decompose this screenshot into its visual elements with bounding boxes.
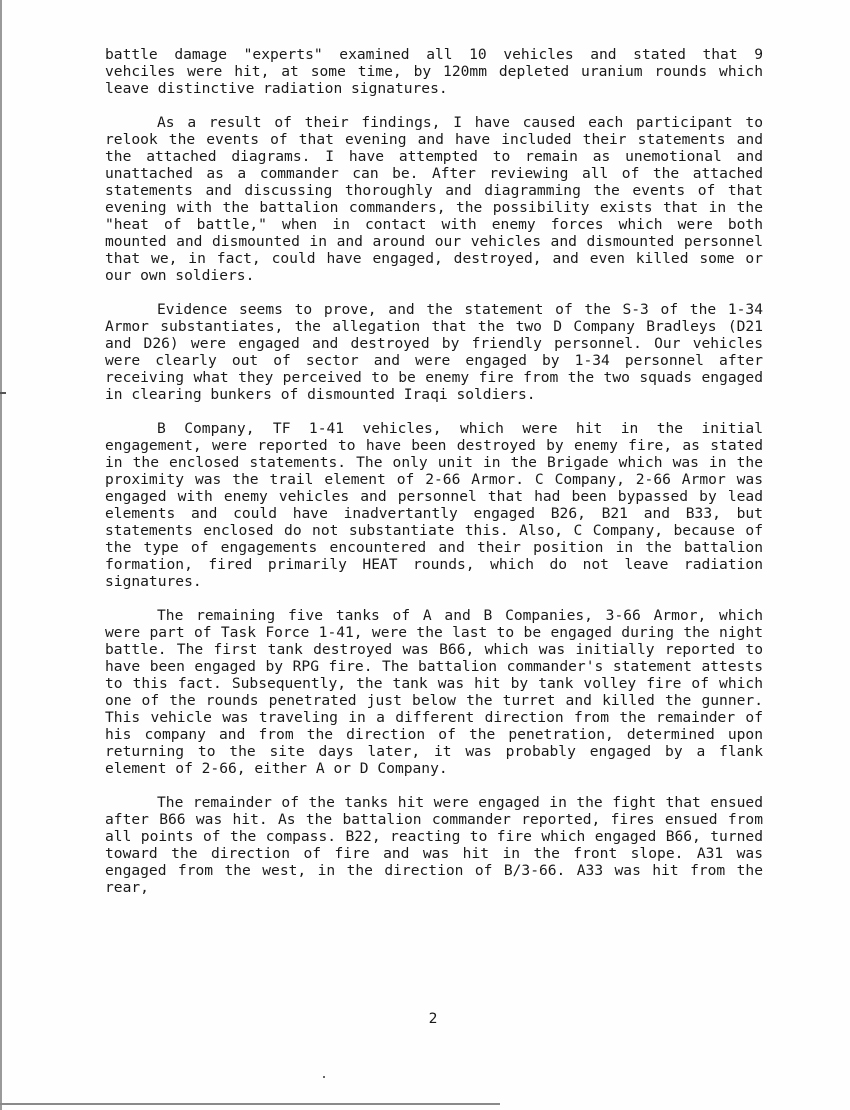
scan-left-border: [0, 0, 2, 1110]
scan-speck: [323, 1076, 325, 1078]
scan-margin-mark: [0, 392, 6, 394]
page-number: 2: [428, 1010, 438, 1027]
paragraph-b-company: B Company, TF 1-41 vehicles, which were hit in the initial engagement, were reported to have been destroyed by enemy fire, as stated in the enclosed statements. The only unit in the Brigade which was in the proximity was the trail element of 2-66 Armor. C Company, 2-66 Armor was engaged with enemy vehicles and personnel that had been bypassed by lead elements and could have inadvertantly engaged B26, B21 and B33, but statements enclosed do not substantiate this. Also, C Company, because of the type of engagements encountered and their position in the battalion formation, fired primarily HEAT rounds, which do not leave radiation signatures.: [105, 420, 763, 590]
paragraph-continuation: battle damage "experts" examined all 10 vehicles and stated that 9 vehciles were hit, at some time, by 120mm depleted uranium rounds which leave distinctive radiation signatures.: [105, 46, 763, 97]
scan-bottom-border: [0, 1103, 500, 1105]
body-text: [105, 46, 763, 913]
paragraph-remainder: The remainder of the tanks hit were engaged in the fight that ensued after B66 was hit. As the battalion commander reported, fires ensued from all points of the compass. B22, reacting to fire which engaged B66, turned toward the direction of fire and was hit in the front slope. A31 was engaged from the west, in the direction of B/3-66. A33 was hit from the rear,: [105, 794, 763, 896]
paragraph-remaining-tanks: The remaining five tanks of A and B Companies, 3-66 Armor, which were part of Task Force 1-41, were the last to be engaged during the night battle. The first tank destroyed was B66, which was initially reported to have been engaged by RPG fire. The battalion commander's statement attests to this fact. Subsequently, the tank was hit by tank volley fire of which one of the rounds penetrated just below the turret and killed the gunner. This vehicle was traveling in a different direction from the remainder of his company and from the direction of the penetration, determined upon returning to the site days later, it was probably engaged by a flank element of 2-66, either A or D Company.: [105, 607, 763, 777]
paragraph-evidence: Evidence seems to prove, and the statement of the S-3 of the 1-34 Armor substantiates, the allegation that the two D Company Bradleys (D21 and D26) were engaged and destroyed by friendly personnel. Our vehicles were clearly out of sector and were engaged by 1-34 personnel after receiving what they perceived to be enemy fire from the two squads engaged in clearing bunkers of dismounted Iraqi soldiers.: [105, 301, 763, 403]
paragraph-findings: As a result of their findings, I have caused each participant to relook the events of that evening and have included their statements and the attached diagrams. I have attempted to remain as unemotional and unattached as a commander can be. After reviewing all of the attached statements and discussing thoroughly and diagramming the events of that evening with the battalion commanders, the possibility exists that in the "heat of battle," when in contact with enemy forces which were both mounted and dismounted in and around our vehicles and dismounted personnel that we, in fact, could have engaged, destroyed, and even killed some or our own soldiers.: [105, 114, 763, 284]
